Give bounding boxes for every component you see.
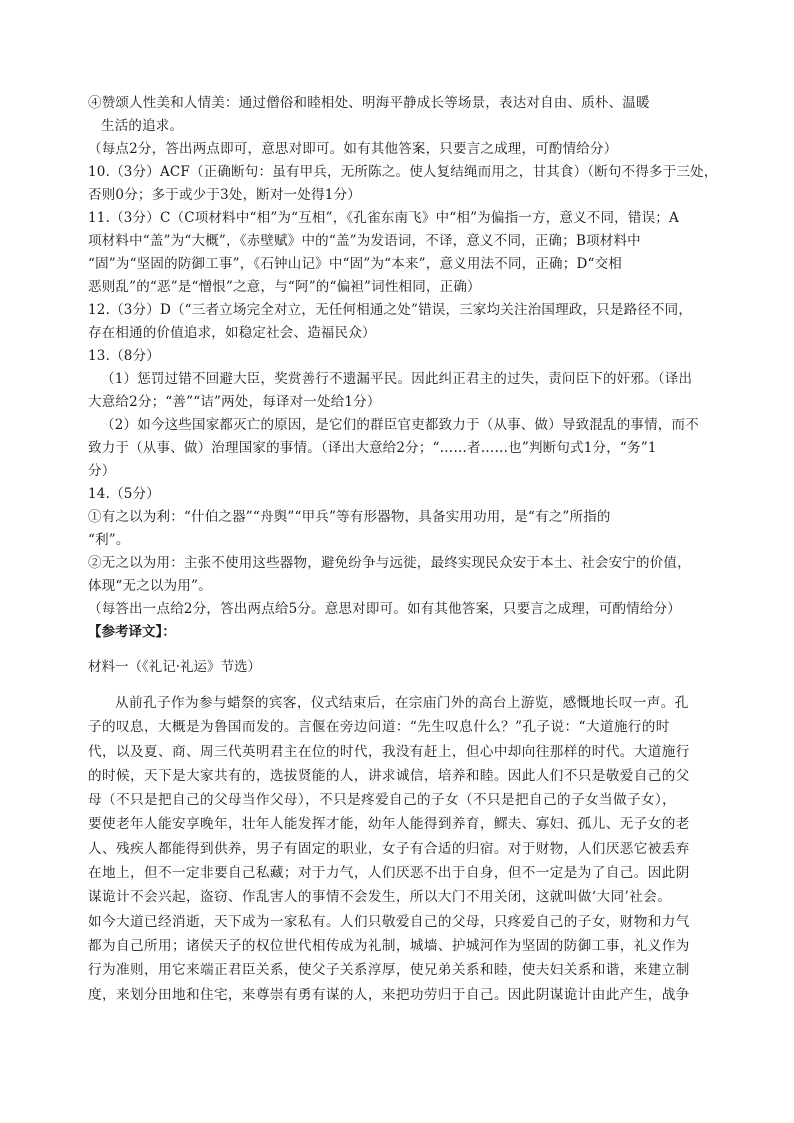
material-title: 材料一（《礼记·礼运》节选） [88,659,262,675]
document-page [88,92,718,1007]
answer-line: ④赞颂人性美和人情美：通过僧俗和睦相处、明海平静成长等场景，表达对自由、质朴、温暖 [88,95,650,111]
answer-block [88,92,718,621]
translation-line: 在地上，但不一定非要自己私藏；对于力气，人们厌恶不出于自身，但不一定是为了自己。因此阴 [88,865,690,882]
answer-line: ①有之以为利：“什伯之器”“舟舆”“甲兵”等有形器物，具备实用功用，是“有之”所指的 [88,509,611,525]
answer-line: 大意给2分；“善”“诘”两处，每译对一处给1分） [88,394,381,410]
answer-line: 11.（3分）C（C项材料中“相”为“互相”，《孔雀东南飞》中“相”为偏指一方，意义不同，错误；A [88,210,679,226]
translation-line: 如今大道已经消逝，天下成为一家私有。人们只敬爱自己的父母，只疼爱自己的子女，财物和力气 [88,913,690,930]
answer-line: 生活的追求。 [101,118,184,134]
answer-line: ②无之以为用：主张不使用这些器物，避免纷争与远徙，最终实现民众安于本土、社会安宁的价值， [88,555,691,571]
translation-line: 都为自己所用；诸侯天子的权位世代相传成为礼制，城墙、护城河作为坚固的防御工事，礼义作为 [88,937,690,954]
answer-line: 分） [88,463,116,479]
answer-line: （2）如今这些国家都灭亡的原因，是它们的群臣官吏都致力于（从事、做）导致混乱的事情，而不 [101,417,699,433]
translation-line: 度，来划分田地和住宅，来尊崇有勇有谋的人，来把功劳归于自己。因此阴谋诡计由此产生，战争 [88,986,690,1003]
translation-line: 的时候，天下是大家共有的，选拔贤能的人，讲求诚信，培养和睦。因此人们不只是敬爱自己的父 [88,767,690,784]
translation-line: 谋诡计不会兴起，盗窃、作乱害人的事情不会发生，所以大门不用关闭，这就叫做‘大同’社会。 [88,889,672,906]
answer-line: 13.（8分） [88,348,160,364]
translation-line: 要使老年人能安享晚年，壮年人能发挥才能，幼年人能得到养育，鳏夫、寡妇、孤儿、无子女的老 [88,816,690,833]
answer-line: 否则0分；多于或少于3处，断对一处得1分） [88,187,361,203]
translation-line: 行为准则，用它来端正君臣关系，使父子关系淳厚，使兄弟关系和睦，使夫妇关系和谐，来建立制 [88,962,690,979]
answer-line: “固”为“坚固的防御工事”，《石钟山记》中“固”为“本来”，意义用法不同，正确；D“交相 [88,256,622,272]
translation-paragraph [88,691,718,1007]
answer-line: 12.（3分）D（“三者立场完全对立，无任何相通之处”错误，三家均关注治国理政，只是路径不同， [88,302,693,318]
translation-line: 从前孔子作为参与蜡祭的宾客，仪式结束后，在宗庙门外的高台上游览，感慨地长叹一声。孔 [115,695,689,711]
translation-line: 人、残疾人都能得到供养，男子有固定的职业，女子有合适的归宿。对于财物，人们厌恶它被丢弃 [88,840,690,857]
answer-line: 体现“无之以为用”。 [88,578,212,594]
answer-line: “利”。 [88,532,130,548]
translation-line: 代，以及夏、商、周三代英明君主在位的时代，我没有赶上，但心中却向往那样的时代。大道施行 [88,743,690,760]
answer-line: 10.（3分）ACF（正确断句：虽有甲兵，无所陈之。使人复结绳而用之，甘其食）（断句不得多于三处， [88,164,718,180]
answer-line: 恶则乱”的“恶”是“憎恨”之意，与“阿”的“偏袒”词性相同，正确） [88,279,481,295]
translation-line: 子的叹息，大概是为鲁国而发的。言偃在旁边问道：“先生叹息什么？”孔子说：“大道施行的时 [88,719,670,736]
translation-line: 母（不只是把自己的父母当作父母），不只是疼爱自己的子女（不只是把自己的子女当做子女）， [88,792,677,809]
answer-line: （每答出一点给2分，答出两点给5分。意思对即可。如有其他答案，只要言之成理，可酌情给分） [88,601,681,617]
answer-line: （1）惩罚过错不回避大臣，奖赏善行不遗漏平民。因此纠正君主的过失，责问臣下的奸邪。（译出 [101,371,693,387]
reference-translation-heading: 【参考译文】： [88,624,176,640]
answer-line: 项材料中“盖”为“大概”，《赤壁赋》中的“盖”为发语词，不译，意义不同，正确；B项材料中 [88,233,641,249]
answer-line: 14.（5分） [88,486,160,502]
answer-line: （每点2分，答出两点即可，意思对即可。如有其他答案，只要言之成理，可酌情给分） [88,141,618,157]
answer-line: 致力于（从事、做）治理国家的事情。（译出大意给2分；“……者……也”判断句式1分，“务”1 [88,440,657,456]
answer-line: 存在相通的价值追求，如稳定社会、造福民众） [88,325,376,341]
